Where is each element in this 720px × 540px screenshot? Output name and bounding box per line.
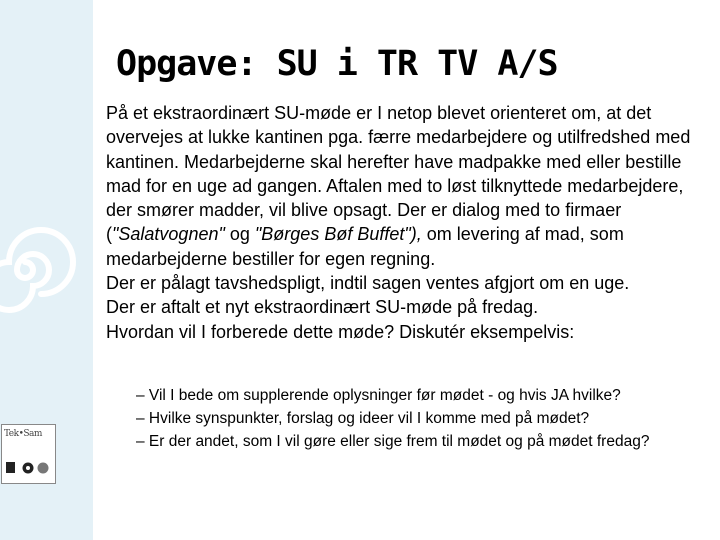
question-paragraph: Hvordan vil I forberede dette møde? Diskutér eksempelvis: bbox=[106, 321, 575, 342]
discussion-list bbox=[136, 386, 696, 455]
slide-body bbox=[106, 101, 706, 344]
intro-text-part1: På et ekstraordinært SU-møde er I netop blevet orienteret om, at det overvejes at lukke kantinen pga. færre medarbejdere og utilfredshed med kantinen. Medarbejderne skal herefter have madpakke med eller bestille mad for en uge ad gangen. Aftalen med to løst tilknyttede medarbejdere, der smører madder, vil blive opsagt. Der er dialog med to firmaer ( bbox=[106, 103, 691, 245]
meeting-paragraph: Der er aftalt et nyt ekstraordinært SU-møde på fredag. bbox=[106, 297, 539, 318]
slide-title: Opgave: SU i TR TV A/S bbox=[116, 44, 558, 84]
firm-name-2: "Børges Bøf Buffet"), bbox=[254, 224, 422, 245]
intro-text-part2: og bbox=[224, 224, 255, 245]
logo-text: Tek•Sam bbox=[4, 429, 42, 439]
list-item: – Vil I bede om supplerende oplysninger før mødet - og hvis JA hvilke? bbox=[136, 387, 621, 404]
intro-text-part3: om levering af mad, som medarbejderne bestiller for egen regning. bbox=[106, 224, 624, 269]
confidentiality-paragraph: Der er pålagt tavshedspligt, indtil sagen ventes afgjort om en uge. bbox=[106, 273, 630, 294]
logo-mark-icon bbox=[6, 461, 52, 475]
list-item: – Hvilke synspunkter, forslag og ideer vil I komme med på mødet? bbox=[136, 410, 590, 427]
firm-name-1: "Salatvognen" bbox=[112, 224, 225, 245]
list-item: – Er der andet, som I vil gøre eller sige frem til mødet og på mødet fredag? bbox=[136, 433, 650, 450]
publisher-logo bbox=[1, 424, 56, 484]
intro-paragraph bbox=[106, 101, 706, 271]
spiral-decoration-icon bbox=[0, 215, 80, 325]
